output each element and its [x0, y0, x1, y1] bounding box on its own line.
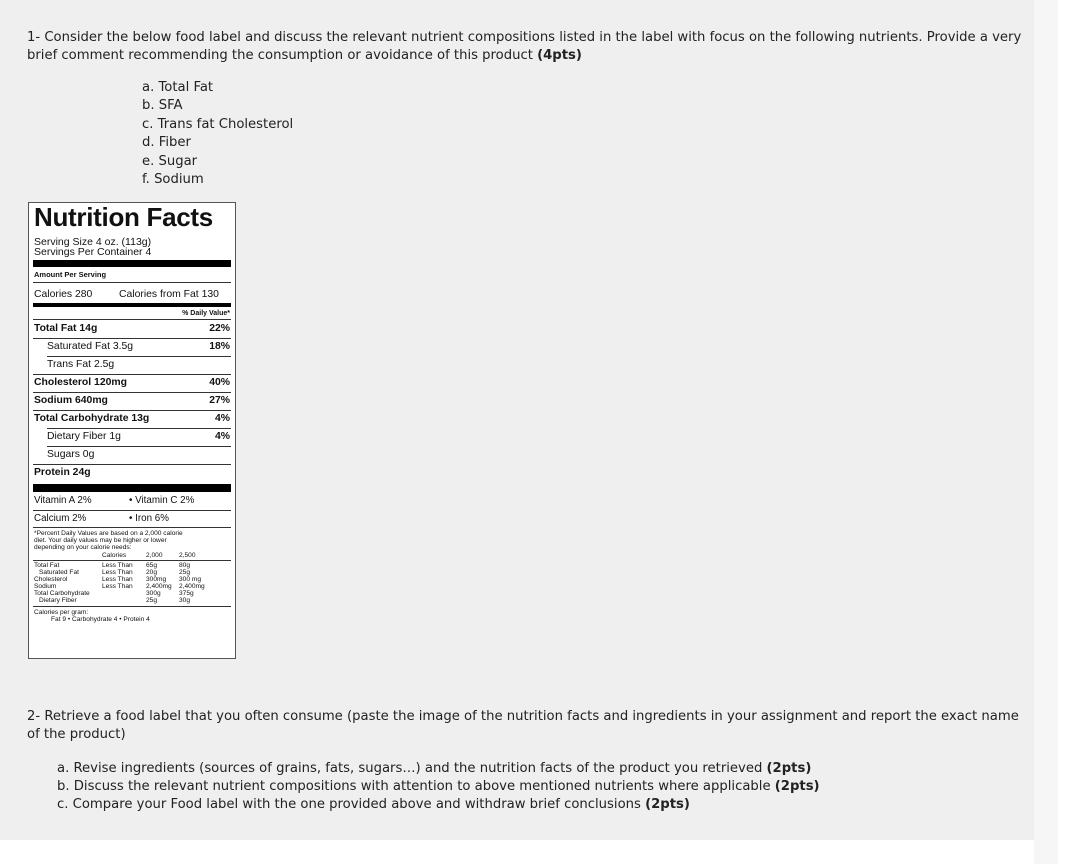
- list-item: [57, 796, 820, 814]
- list-item: [57, 760, 820, 778]
- table-cell: 375g: [179, 590, 194, 597]
- nutrient-row-cholesterol: [34, 377, 230, 388]
- table-cell: 300 mg: [179, 576, 201, 583]
- table-cell: 2,500: [179, 552, 196, 559]
- question-2-text: 2- Retrieve a food label that you often consume (paste the image of the nutrition facts and ingredients in your assignment and report the exact name of the product): [27, 709, 1019, 742]
- divider: [33, 374, 231, 375]
- table-cell: Saturated Fat: [39, 569, 79, 576]
- nutrient-name: Sugars 0g: [47, 449, 95, 460]
- list-item-text: a. Revise ingredients (sources of grains, fats, sugars…) and the nutrition facts of the product you retrieved: [57, 761, 763, 776]
- list-item-text: c. Compare your Food label with the one provided above and withdraw brief conclusions: [57, 797, 641, 812]
- medium-divider: [33, 303, 231, 307]
- list-item-points: (2pts): [774, 779, 820, 794]
- divider: [47, 356, 231, 357]
- question-1: [27, 29, 1027, 65]
- list-item: c. Trans fat Cholesterol: [142, 116, 294, 132]
- servings-per-container: Servings Per Container 4: [34, 246, 152, 258]
- nutrient-row-trans-fat: [47, 359, 230, 370]
- divider: [33, 392, 231, 393]
- footnote-line: *Percent Daily Values are based on a 2,000 calorie: [34, 530, 183, 537]
- table-cell: Less Than: [102, 562, 133, 569]
- table-cell: Less Than: [102, 569, 133, 576]
- divider: [33, 606, 231, 607]
- question-2: [27, 708, 1027, 744]
- nutrient-name: Protein 24g: [34, 467, 91, 478]
- list-item: f. Sodium: [142, 172, 204, 188]
- nutrient-row-protein: [34, 467, 230, 478]
- nutrient-dv: 27%: [209, 395, 230, 406]
- table-cell: Less Than: [102, 576, 133, 583]
- list-item: e. Sugar: [142, 153, 198, 169]
- nutrient-dv: 4%: [214, 431, 230, 442]
- thick-divider: [33, 484, 231, 492]
- table-cell: 80g: [179, 562, 191, 569]
- table-cell: 2,400mg: [146, 583, 172, 590]
- table-cell: 300g: [146, 590, 161, 597]
- divider: [33, 527, 231, 528]
- nutrient-dv: 4%: [214, 413, 230, 424]
- amount-per-serving: Amount Per Serving: [34, 270, 107, 279]
- nutrient-dv: 18%: [209, 341, 230, 352]
- nutrient-name: Saturated Fat 3.5g: [47, 341, 134, 352]
- thick-divider: [33, 260, 231, 267]
- list-item: b. SFA: [142, 98, 183, 114]
- table-cell: 2,400mg: [179, 583, 205, 590]
- table-cell: 2,000: [146, 552, 163, 559]
- list-item-text: b. Discuss the relevant nutrient compositions with attention to above mentioned nutrients where applicable: [57, 779, 771, 794]
- nutrient-name: Dietary Fiber 1g: [47, 431, 121, 442]
- divider: [33, 338, 231, 339]
- question-2-list: [57, 760, 820, 814]
- nutrient-row-total-carbohydrate: [34, 413, 230, 424]
- nutrient-name: Trans Fat 2.5g: [47, 359, 115, 370]
- calories-per-gram: Calories per gram:: [34, 609, 89, 616]
- divider: [47, 446, 231, 447]
- divider: [33, 464, 231, 465]
- calories-per-gram-values: Fat 9 • Carbohydrate 4 • Protein 4: [51, 616, 150, 623]
- table-cell: 30g: [179, 597, 191, 604]
- minerals-row: [34, 513, 230, 524]
- footnote-line: diet. Your daily values may be higher or lower: [34, 537, 167, 544]
- nutrient-dv: 22%: [209, 323, 230, 334]
- footnote-line: depending on your calorie needs:: [34, 544, 132, 551]
- list-item-points: (2pts): [766, 761, 812, 776]
- list-item: a. Total Fat: [142, 80, 214, 95]
- table-cell: Cholesterol: [34, 576, 68, 583]
- list-item: [57, 778, 820, 796]
- vitamins-row: [34, 495, 230, 506]
- nutrient-row-total-fat: [34, 323, 230, 334]
- question-1-list: [142, 79, 293, 189]
- vitamin-a: Vitamin A 2%: [34, 495, 92, 506]
- table-cell: Less Than: [102, 583, 133, 590]
- table-cell: 20g: [146, 569, 158, 576]
- divider: [33, 560, 231, 561]
- scrollbar-track[interactable]: [1034, 0, 1058, 864]
- nutrient-dv: 40%: [209, 377, 230, 388]
- table-cell: Total Carbohydrate: [34, 590, 90, 597]
- table-cell: Total Fat: [34, 562, 60, 569]
- table-cell: Calories: [102, 552, 127, 559]
- divider: [33, 410, 231, 411]
- nutrient-name: Total Carbohydrate 13g: [34, 413, 150, 424]
- list-item: d. Fiber: [142, 135, 191, 151]
- iron: • Iron 6%: [129, 513, 169, 524]
- vitamin-c: • Vitamin C 2%: [129, 495, 195, 506]
- question-1-text: 1- Consider the below food label and discuss the relevant nutrient compositions listed in the label with focus on the following nutrients. Provide a very brief comment recommending the consumption or avoidance of this product: [27, 30, 1022, 63]
- question-1-points: (4pts): [537, 48, 582, 63]
- nutrient-row-dietary-fiber: [47, 431, 230, 442]
- calories-row: [34, 289, 230, 300]
- nutrient-row-sodium: [34, 395, 230, 406]
- nutrient-row-saturated-fat: [47, 341, 230, 352]
- divider: [33, 282, 231, 283]
- nutrient-name: Sodium 640mg: [34, 395, 108, 406]
- table-cell: 25g: [146, 597, 158, 604]
- table-cell: Sodium: [34, 583, 57, 590]
- serving-size: Serving Size 4 oz. (113g): [34, 236, 152, 248]
- divider: [47, 428, 231, 429]
- list-item-points: (2pts): [645, 797, 690, 812]
- calories: Calories 280: [34, 289, 93, 300]
- divider: [33, 510, 231, 511]
- nutrient-row-sugars: [47, 449, 230, 460]
- table-cell: 65g: [146, 562, 158, 569]
- divider: [33, 319, 231, 320]
- table-cell: 25g: [179, 569, 191, 576]
- label-title: Nutrition Facts: [34, 202, 213, 232]
- table-cell: 300mg: [146, 576, 167, 583]
- nutrition-facts-label: Nutrition Facts Serving Size 4 oz. (113g) Servings Per Container 4 Amount Per Serving Calories 280 Calories from Fat 130 % Daily Value* Total Fat 14g 22% Saturated Fat 3.5g 18% Trans Fat 2.5g Cholesterol 120mg 40% Sodium 640mg 27% Total Carbohydrate 13g 4% Dietary Fiber 1g 4% Sugars 0g Protein 24g Vitamin A 2% • Vitamin C 2% Calcium 2% • Iron 6% *Percent Daily Values are based on a 2,000 calorie diet. Your daily values may be higher or lower depending on your calorie needs: Calories 2,000 2,500 Total Fat Less Than 65g 80g Saturated Fat Less Than 20g 25g Cholesterol Less Than 300mg 300 mg Sodium Less Than 2,400mg 2,400mg Total Carbohydrate 300g 375g Dietary Fiber 25g 30g Calories per gram: Fat 9 • Carbohydrate 4 • Protein 4: [28, 202, 236, 659]
- nutrient-name: Total Fat 14g: [34, 323, 98, 334]
- table-cell: Dietary Fiber: [39, 597, 77, 604]
- calcium: Calcium 2%: [34, 513, 87, 524]
- nutrient-name: Cholesterol 120mg: [34, 377, 127, 388]
- calories-from-fat: Calories from Fat 130: [119, 289, 219, 300]
